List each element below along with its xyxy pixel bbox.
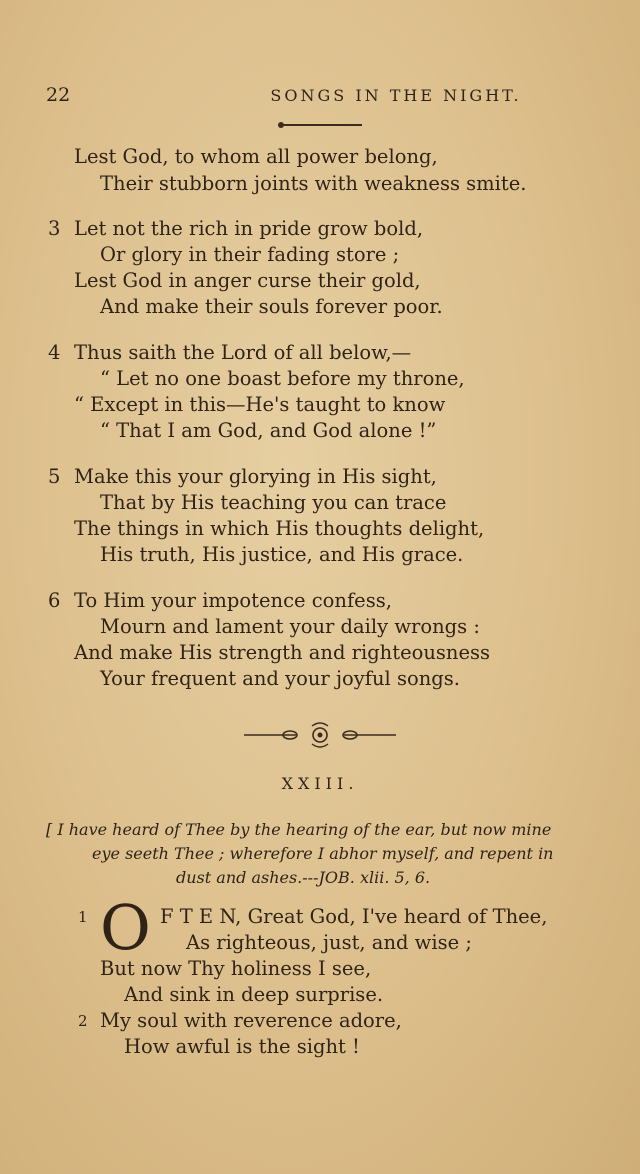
verse-line: Their stubborn joints with weakness smite.	[100, 172, 527, 195]
verse-line: And sink in deep surprise.	[124, 983, 384, 1006]
verse-line: Mourn and lament your daily wrongs :	[100, 615, 480, 638]
verse-line: “ Let no one boast before my throne,	[100, 367, 465, 390]
header-rule	[282, 124, 362, 126]
verse-line: To Him your impotence confess,	[74, 589, 392, 612]
verse-line: Or glory in their fading store ;	[100, 243, 400, 266]
verse-line: Make this your glorying in His sight,	[74, 465, 437, 488]
verse-line: How awful is the sight !	[124, 1035, 360, 1058]
verse-line: The things in which His thoughts delight,	[74, 517, 485, 540]
verse-line: And make His strength and righteousness	[74, 641, 491, 664]
verse-line: Thus saith the Lord of all below,—	[74, 341, 412, 364]
stanza-number: 4	[48, 341, 61, 364]
verse-line: F T E N, Great God, I've heard of Thee,	[160, 905, 548, 928]
page-number: 22	[46, 84, 71, 106]
verse-line: But now Thy holiness I see,	[100, 957, 372, 980]
drop-cap: O	[100, 891, 151, 964]
epigraph-line: [ I have heard of Thee by the hearing of the ear, but now mine	[46, 820, 552, 839]
epigraph-line: eye seeth Thee ; wherefore I abhor myself, and repent in	[92, 844, 554, 863]
verse-line: “ Except in this—He's taught to know	[74, 393, 446, 416]
stanza-number: 6	[48, 589, 61, 612]
ornament-divider	[240, 720, 400, 750]
verse-line: Lest God, to whom all power belong,	[74, 145, 438, 168]
verse-line: My soul with reverence adore,	[100, 1009, 402, 1032]
verse-line: That by His teaching you can trace	[100, 491, 447, 514]
epigraph-line: dust and ashes.---JOB. xlii. 5, 6.	[176, 868, 431, 887]
stanza-number: 5	[48, 465, 61, 488]
hymn-number: XXIII.	[281, 774, 359, 793]
verse-line: Your frequent and your joyful songs.	[100, 667, 460, 690]
verse-line: As righteous, just, and wise ;	[186, 931, 472, 954]
verse-line: And make their souls forever poor.	[100, 295, 443, 318]
verse-line: His truth, His justice, and His grace.	[100, 543, 464, 566]
verse-line: Lest God in anger curse their gold,	[74, 269, 421, 292]
stanza-number: 3	[48, 217, 61, 240]
page-header	[46, 84, 596, 114]
running-title: SONGS IN THE NIGHT.	[270, 86, 522, 105]
verse-line: “ That I am God, and God alone !”	[100, 419, 437, 442]
stanza-number: 2	[78, 1012, 88, 1030]
verse-line: Let not the rich in pride grow bold,	[74, 217, 424, 240]
stanza-number: 1	[78, 908, 88, 926]
